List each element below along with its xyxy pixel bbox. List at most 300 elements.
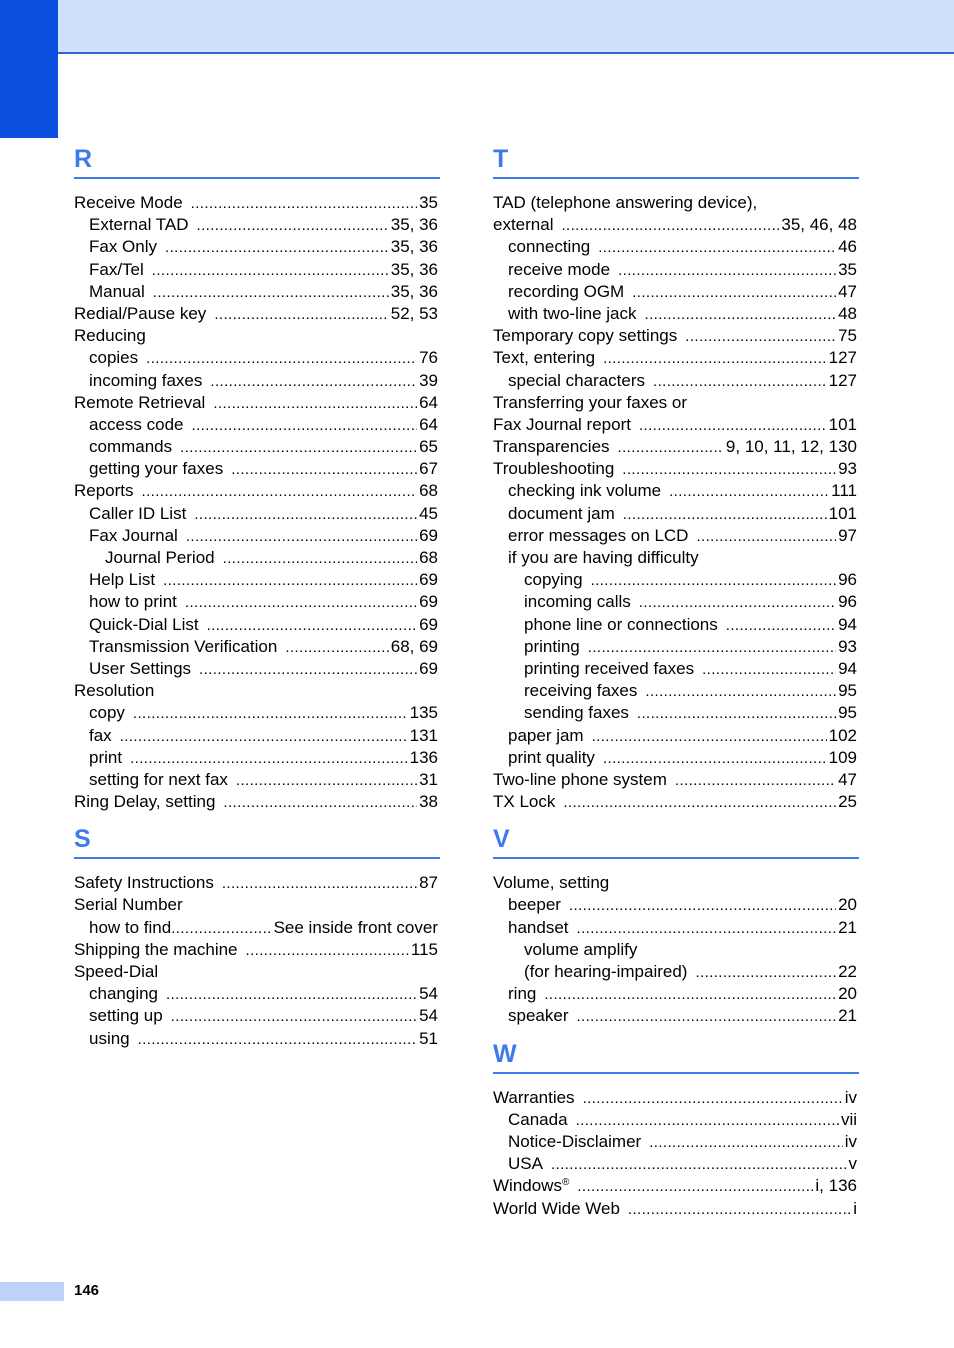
entry-term <box>493 769 667 791</box>
dot-leader <box>603 747 827 769</box>
entry-term-text: Resolution <box>74 681 155 701</box>
entry-pages: 51 <box>419 1028 438 1048</box>
entry-pages: 101 <box>828 414 857 434</box>
index-section-r <box>74 143 440 813</box>
entry-pages: 68 <box>419 481 438 501</box>
entry-pages: 69 <box>419 592 438 612</box>
entry-term-text: sending faxes <box>524 703 629 723</box>
entry-pages: 94 <box>838 614 857 634</box>
entry-pages: 131 <box>409 725 438 745</box>
entry-term-text: Remote Retrieval <box>74 392 206 412</box>
registered-mark: ® <box>561 1177 570 1189</box>
index-entry <box>74 480 440 502</box>
dot-leader <box>214 303 388 325</box>
dot-leader <box>210 370 417 392</box>
entry-pages: i, 136 <box>815 1176 857 1196</box>
entry-term-text: Journal Period <box>105 548 215 567</box>
entry-term-text: using <box>89 1028 130 1048</box>
entry-term-text: copying <box>524 570 583 590</box>
entry-term <box>89 436 172 458</box>
index-entry <box>493 414 859 436</box>
entry-term <box>74 680 154 702</box>
index-entry <box>74 658 440 680</box>
entry-pages: 21 <box>838 1006 857 1026</box>
entry-term <box>508 983 536 1005</box>
entry-pages: i <box>853 1198 857 1218</box>
entry-term <box>89 591 177 613</box>
entry-pages: 87 <box>419 873 438 893</box>
entry-term <box>524 614 718 636</box>
index-entry <box>493 1087 859 1109</box>
entry-term-text: Fax Only <box>89 237 158 257</box>
index-entry <box>493 1175 859 1197</box>
index-entry <box>74 725 440 747</box>
dot-leader <box>583 1087 843 1109</box>
entry-term <box>89 917 171 939</box>
entry-pages: 76 <box>419 348 438 368</box>
entry-term <box>493 1198 620 1220</box>
entry-pages: 47 <box>838 769 857 789</box>
entry-term-text: special characters <box>508 370 646 390</box>
index-entry <box>493 747 859 769</box>
entry-pages: 35 <box>838 259 857 279</box>
entry-pages: 75 <box>838 326 857 346</box>
entry-term-text: connecting <box>508 237 591 257</box>
entry-term-text: Ring Delay, setting <box>74 792 216 812</box>
entry-pages: 35, 36 <box>390 237 438 257</box>
dot-leader <box>142 480 418 502</box>
entry-term <box>508 917 569 939</box>
index-entry <box>74 917 440 939</box>
entry-term <box>89 503 186 525</box>
index-entry <box>74 347 440 369</box>
index-entry <box>493 1109 859 1131</box>
dot-leader <box>551 1153 847 1175</box>
index-entry <box>493 872 859 894</box>
section-letter: R <box>74 143 440 179</box>
entry-term-text: Speed-Dial <box>74 962 159 981</box>
entry-pages: 20 <box>838 895 857 915</box>
section-letter: S <box>74 823 440 859</box>
entry-term-text: TX Lock <box>493 792 556 812</box>
entry-pages: 45 <box>419 503 438 523</box>
header-band <box>0 0 954 54</box>
entry-term-text: ring <box>508 984 537 1004</box>
entry-term-text: Safety Instructions <box>74 873 214 893</box>
index-entry <box>74 259 440 281</box>
index-entry <box>493 1153 859 1175</box>
entry-term <box>524 636 580 658</box>
index-entry <box>493 236 859 258</box>
index-entry <box>493 347 859 369</box>
dot-leader <box>622 458 836 480</box>
index-entry <box>493 680 859 702</box>
dot-leader <box>186 525 417 547</box>
entry-term <box>89 769 228 791</box>
index-entry <box>74 872 440 894</box>
dot-leader <box>197 214 389 236</box>
index-entry <box>74 983 440 1005</box>
entry-term <box>493 1175 569 1197</box>
entry-term <box>493 872 609 894</box>
dot-leader <box>153 281 389 303</box>
entry-term <box>89 636 277 658</box>
dot-leader <box>180 436 417 458</box>
entry-term-text: Manual <box>89 281 145 301</box>
entry-term <box>508 303 637 325</box>
entry-term <box>493 392 687 414</box>
footer-bar <box>0 1282 64 1301</box>
entry-term-text: copy <box>89 703 125 723</box>
entry-term-text: Windows <box>493 1176 562 1196</box>
entry-term <box>493 192 757 214</box>
chapter-tab <box>0 0 58 138</box>
entry-term-text: USA <box>508 1154 543 1174</box>
entry-pages: 48 <box>838 303 857 323</box>
entry-term-text: document jam <box>508 503 615 523</box>
entry-pages: 93 <box>838 636 857 656</box>
entry-pages: 111 <box>831 481 857 501</box>
entry-pages: 95 <box>838 681 857 701</box>
entry-term-text: Transmission Verification <box>89 636 278 656</box>
index-entry <box>493 614 859 636</box>
entry-term-text: recording OGM <box>508 281 625 301</box>
entry-term-text: Fax Journal <box>89 525 178 545</box>
dot-leader <box>618 436 724 458</box>
entry-pages: 38 <box>419 792 438 812</box>
entry-term <box>508 503 615 525</box>
entry-term-text: setting up <box>89 1006 163 1026</box>
dot-leader <box>133 702 408 724</box>
dot-leader <box>192 414 418 436</box>
entry-term <box>89 614 199 636</box>
entry-pages: 47 <box>838 281 857 301</box>
index-section-s <box>74 823 440 1050</box>
entry-term <box>508 747 595 769</box>
section-letter: W <box>493 1038 859 1074</box>
entry-pages: v <box>848 1154 857 1174</box>
entry-term-text: TAD (telephone answering device), <box>493 193 758 212</box>
dot-leader <box>223 547 417 569</box>
dot-leader <box>231 458 417 480</box>
index-entry <box>493 591 859 613</box>
dot-leader <box>569 894 836 916</box>
entry-term-text: incoming faxes <box>89 370 203 390</box>
index-entry <box>74 547 440 569</box>
entry-term <box>74 894 183 916</box>
entry-term <box>74 872 214 894</box>
entry-term-text: beeper <box>508 895 561 915</box>
entry-pages: 69 <box>419 570 438 590</box>
dot-leader <box>207 614 417 636</box>
index-entry <box>493 1005 859 1027</box>
entry-term-text: access code <box>89 414 184 434</box>
index-entry <box>74 614 440 636</box>
entry-term-text: with two-line jack <box>508 303 637 323</box>
entry-term-text: Fax/Tel <box>89 259 144 279</box>
entry-term-text: printing <box>524 636 580 656</box>
entry-term-text: Troubleshooting <box>493 459 615 479</box>
entry-term <box>493 347 595 369</box>
index-entry <box>493 791 859 813</box>
dot-leader <box>171 917 271 939</box>
entry-pages: 127 <box>828 348 857 368</box>
index-entry <box>74 769 440 791</box>
entry-term-text: paper jam <box>508 725 584 745</box>
dot-leader <box>544 983 836 1005</box>
entry-term <box>89 370 202 392</box>
dot-leader <box>577 917 837 939</box>
entry-term-text: print <box>89 747 123 767</box>
index-entry <box>74 961 440 983</box>
dot-leader <box>669 480 829 502</box>
index-section-v <box>493 823 859 1027</box>
index-column-right <box>493 143 859 1230</box>
entry-term <box>74 791 215 813</box>
entry-pages: 96 <box>838 592 857 612</box>
index-entry <box>74 370 440 392</box>
entry-pages: 9, 10, 11, 12, 130 <box>725 437 857 457</box>
entry-term <box>89 414 184 436</box>
entry-term <box>89 214 189 236</box>
entry-term <box>508 725 584 747</box>
entry-pages: 69 <box>419 658 438 678</box>
dot-leader <box>236 769 417 791</box>
dot-leader <box>702 658 836 680</box>
entry-pages: 127 <box>828 370 857 390</box>
entry-term <box>89 236 157 258</box>
entry-pages: vii <box>840 1109 857 1129</box>
entry-term <box>524 658 694 680</box>
entry-term <box>74 325 146 347</box>
dot-leader <box>165 236 389 258</box>
dot-leader <box>199 658 417 680</box>
entry-term <box>524 702 629 724</box>
entry-term <box>508 281 624 303</box>
entry-term <box>493 791 555 813</box>
dot-leader <box>653 370 827 392</box>
entry-term <box>89 983 158 1005</box>
index-entry <box>74 680 440 702</box>
entry-pages: 68 <box>419 548 438 567</box>
dot-leader <box>171 1005 417 1027</box>
entry-term <box>493 325 677 347</box>
entry-term-text: Quick-Dial List <box>89 614 199 634</box>
dot-leader <box>576 1109 839 1131</box>
dot-leader <box>185 591 417 613</box>
entry-pages: 35, 36 <box>390 281 438 301</box>
entry-term-text: Canada <box>508 1109 568 1129</box>
entry-term <box>74 939 238 961</box>
index-entry <box>493 636 859 658</box>
entry-term <box>89 458 223 480</box>
dot-leader <box>675 769 836 791</box>
dot-leader <box>637 702 836 724</box>
entry-pages: 136 <box>409 747 438 767</box>
entry-pages: 69 <box>419 525 438 545</box>
index-entry <box>74 192 440 214</box>
entry-pages: 102 <box>828 725 857 745</box>
entry-term-text: volume amplify <box>524 939 638 959</box>
index-entry <box>493 392 859 414</box>
entry-term <box>508 547 699 569</box>
index-entry <box>493 458 859 480</box>
entry-term-text: phone line or connections <box>524 614 718 634</box>
entry-pages: iv <box>844 1131 857 1151</box>
dot-leader <box>639 591 836 613</box>
entry-term <box>508 525 688 547</box>
index-entry <box>74 747 440 769</box>
entry-term <box>508 259 610 281</box>
dot-leader <box>592 725 827 747</box>
index-column-left <box>74 143 440 1060</box>
entry-pages: 115 <box>410 939 438 959</box>
entry-pages: 54 <box>419 1006 438 1026</box>
entry-term <box>89 259 144 281</box>
entry-term <box>508 1153 543 1175</box>
entry-pages: 20 <box>838 984 857 1004</box>
entry-term <box>524 680 637 702</box>
dot-leader <box>639 414 827 436</box>
index-entry <box>74 503 440 525</box>
entry-pages: 39 <box>419 370 438 390</box>
dot-leader <box>285 636 388 658</box>
entry-pages: 64 <box>419 392 438 412</box>
entry-term <box>74 192 183 214</box>
entry-term-text: print quality <box>508 747 595 767</box>
index-entry <box>493 769 859 791</box>
entry-pages: 96 <box>838 570 857 590</box>
index-entry <box>493 436 859 458</box>
entry-term-text: Text, entering <box>493 348 596 368</box>
dot-leader <box>120 725 408 747</box>
entry-term <box>524 569 583 591</box>
entry-term <box>89 725 112 747</box>
entry-pages: 64 <box>419 414 438 434</box>
index-entry <box>74 1028 440 1050</box>
entry-term <box>89 281 145 303</box>
index-entry <box>493 702 859 724</box>
entry-term-text: error messages on LCD <box>508 525 689 545</box>
entry-pages: See inside front cover <box>273 917 438 937</box>
index-entry <box>74 1005 440 1027</box>
entry-term-text: external <box>493 215 554 235</box>
index-entry <box>493 983 859 1005</box>
entry-term-text: changing <box>89 984 159 1004</box>
entry-pages: 94 <box>838 658 857 678</box>
entry-term-text: Help List <box>89 570 156 590</box>
entry-term <box>508 894 561 916</box>
entry-term-text: Shipping the machine <box>74 939 238 959</box>
entry-term-text: Reports <box>74 481 134 501</box>
entry-pages: 95 <box>838 703 857 723</box>
entry-term-text: World Wide Web <box>493 1198 620 1218</box>
entry-term-text: Serial Number <box>74 895 183 915</box>
entry-term <box>493 414 631 436</box>
entry-pages: 68, 69 <box>390 636 438 656</box>
page-number: 146 <box>74 1282 100 1299</box>
dot-leader <box>563 791 836 813</box>
index-entry <box>74 214 440 236</box>
entry-term-text: Receive Mode <box>74 193 183 212</box>
entry-term-text: how to find <box>89 917 172 937</box>
entry-term <box>508 1109 568 1131</box>
entry-term-text: Redial/Pause key <box>74 303 207 323</box>
dot-leader <box>166 983 417 1005</box>
dot-leader <box>130 747 408 769</box>
entry-term <box>508 480 661 502</box>
dot-leader <box>152 259 389 281</box>
entry-term-text: receiving faxes <box>524 681 638 701</box>
entry-term-text: User Settings <box>89 658 192 678</box>
dot-leader <box>628 1198 851 1220</box>
index-entry <box>493 525 859 547</box>
entry-term <box>493 214 553 236</box>
dot-leader <box>696 525 836 547</box>
entry-term <box>508 236 590 258</box>
index-entry <box>74 525 440 547</box>
entry-pages: 97 <box>838 525 857 545</box>
entry-term-text: Transparencies <box>493 437 610 457</box>
entry-term-text: External TAD <box>89 215 189 235</box>
dot-leader <box>645 680 836 702</box>
entry-term-text: Notice-Disclaimer <box>508 1131 642 1151</box>
entry-pages: 52, 53 <box>390 303 438 323</box>
index-entry <box>493 192 859 214</box>
index-entry <box>74 791 440 813</box>
entry-pages: iv <box>844 1087 857 1107</box>
index-entry <box>493 658 859 680</box>
entry-term <box>493 458 614 480</box>
entry-term-text: Warranties <box>493 1087 575 1107</box>
index-entry <box>74 636 440 658</box>
dot-leader <box>645 303 837 325</box>
entry-term <box>74 392 205 414</box>
dot-leader <box>191 192 417 214</box>
index-entry <box>74 325 440 347</box>
dot-leader <box>138 1028 417 1050</box>
index-entry <box>493 214 859 236</box>
dot-leader <box>603 347 827 369</box>
entry-term <box>89 1028 130 1050</box>
index-entry <box>493 1198 859 1220</box>
entry-term-text: Reducing <box>74 326 146 346</box>
index-entry <box>74 939 440 961</box>
dot-leader <box>222 872 417 894</box>
entry-term <box>508 370 645 392</box>
entry-term-text: printing received faxes <box>524 658 695 678</box>
index-entry <box>74 894 440 916</box>
index-entry <box>493 725 859 747</box>
entry-pages: 22 <box>838 962 857 981</box>
entry-term-text: receive mode <box>508 259 611 279</box>
dot-leader <box>194 503 417 525</box>
index-entry <box>74 702 440 724</box>
dot-leader <box>623 503 827 525</box>
dot-leader <box>561 214 779 236</box>
entry-pages: 67 <box>419 459 438 479</box>
entry-pages: 35, 36 <box>390 215 438 235</box>
entry-term <box>524 961 687 983</box>
entry-term <box>524 591 631 613</box>
entry-pages: 35, 36 <box>390 259 438 279</box>
entry-term-text: incoming calls <box>524 592 631 612</box>
entry-pages: 69 <box>419 614 438 634</box>
dot-leader <box>146 347 417 369</box>
index-entry <box>493 894 859 916</box>
dot-leader <box>618 259 836 281</box>
entry-term <box>89 702 125 724</box>
